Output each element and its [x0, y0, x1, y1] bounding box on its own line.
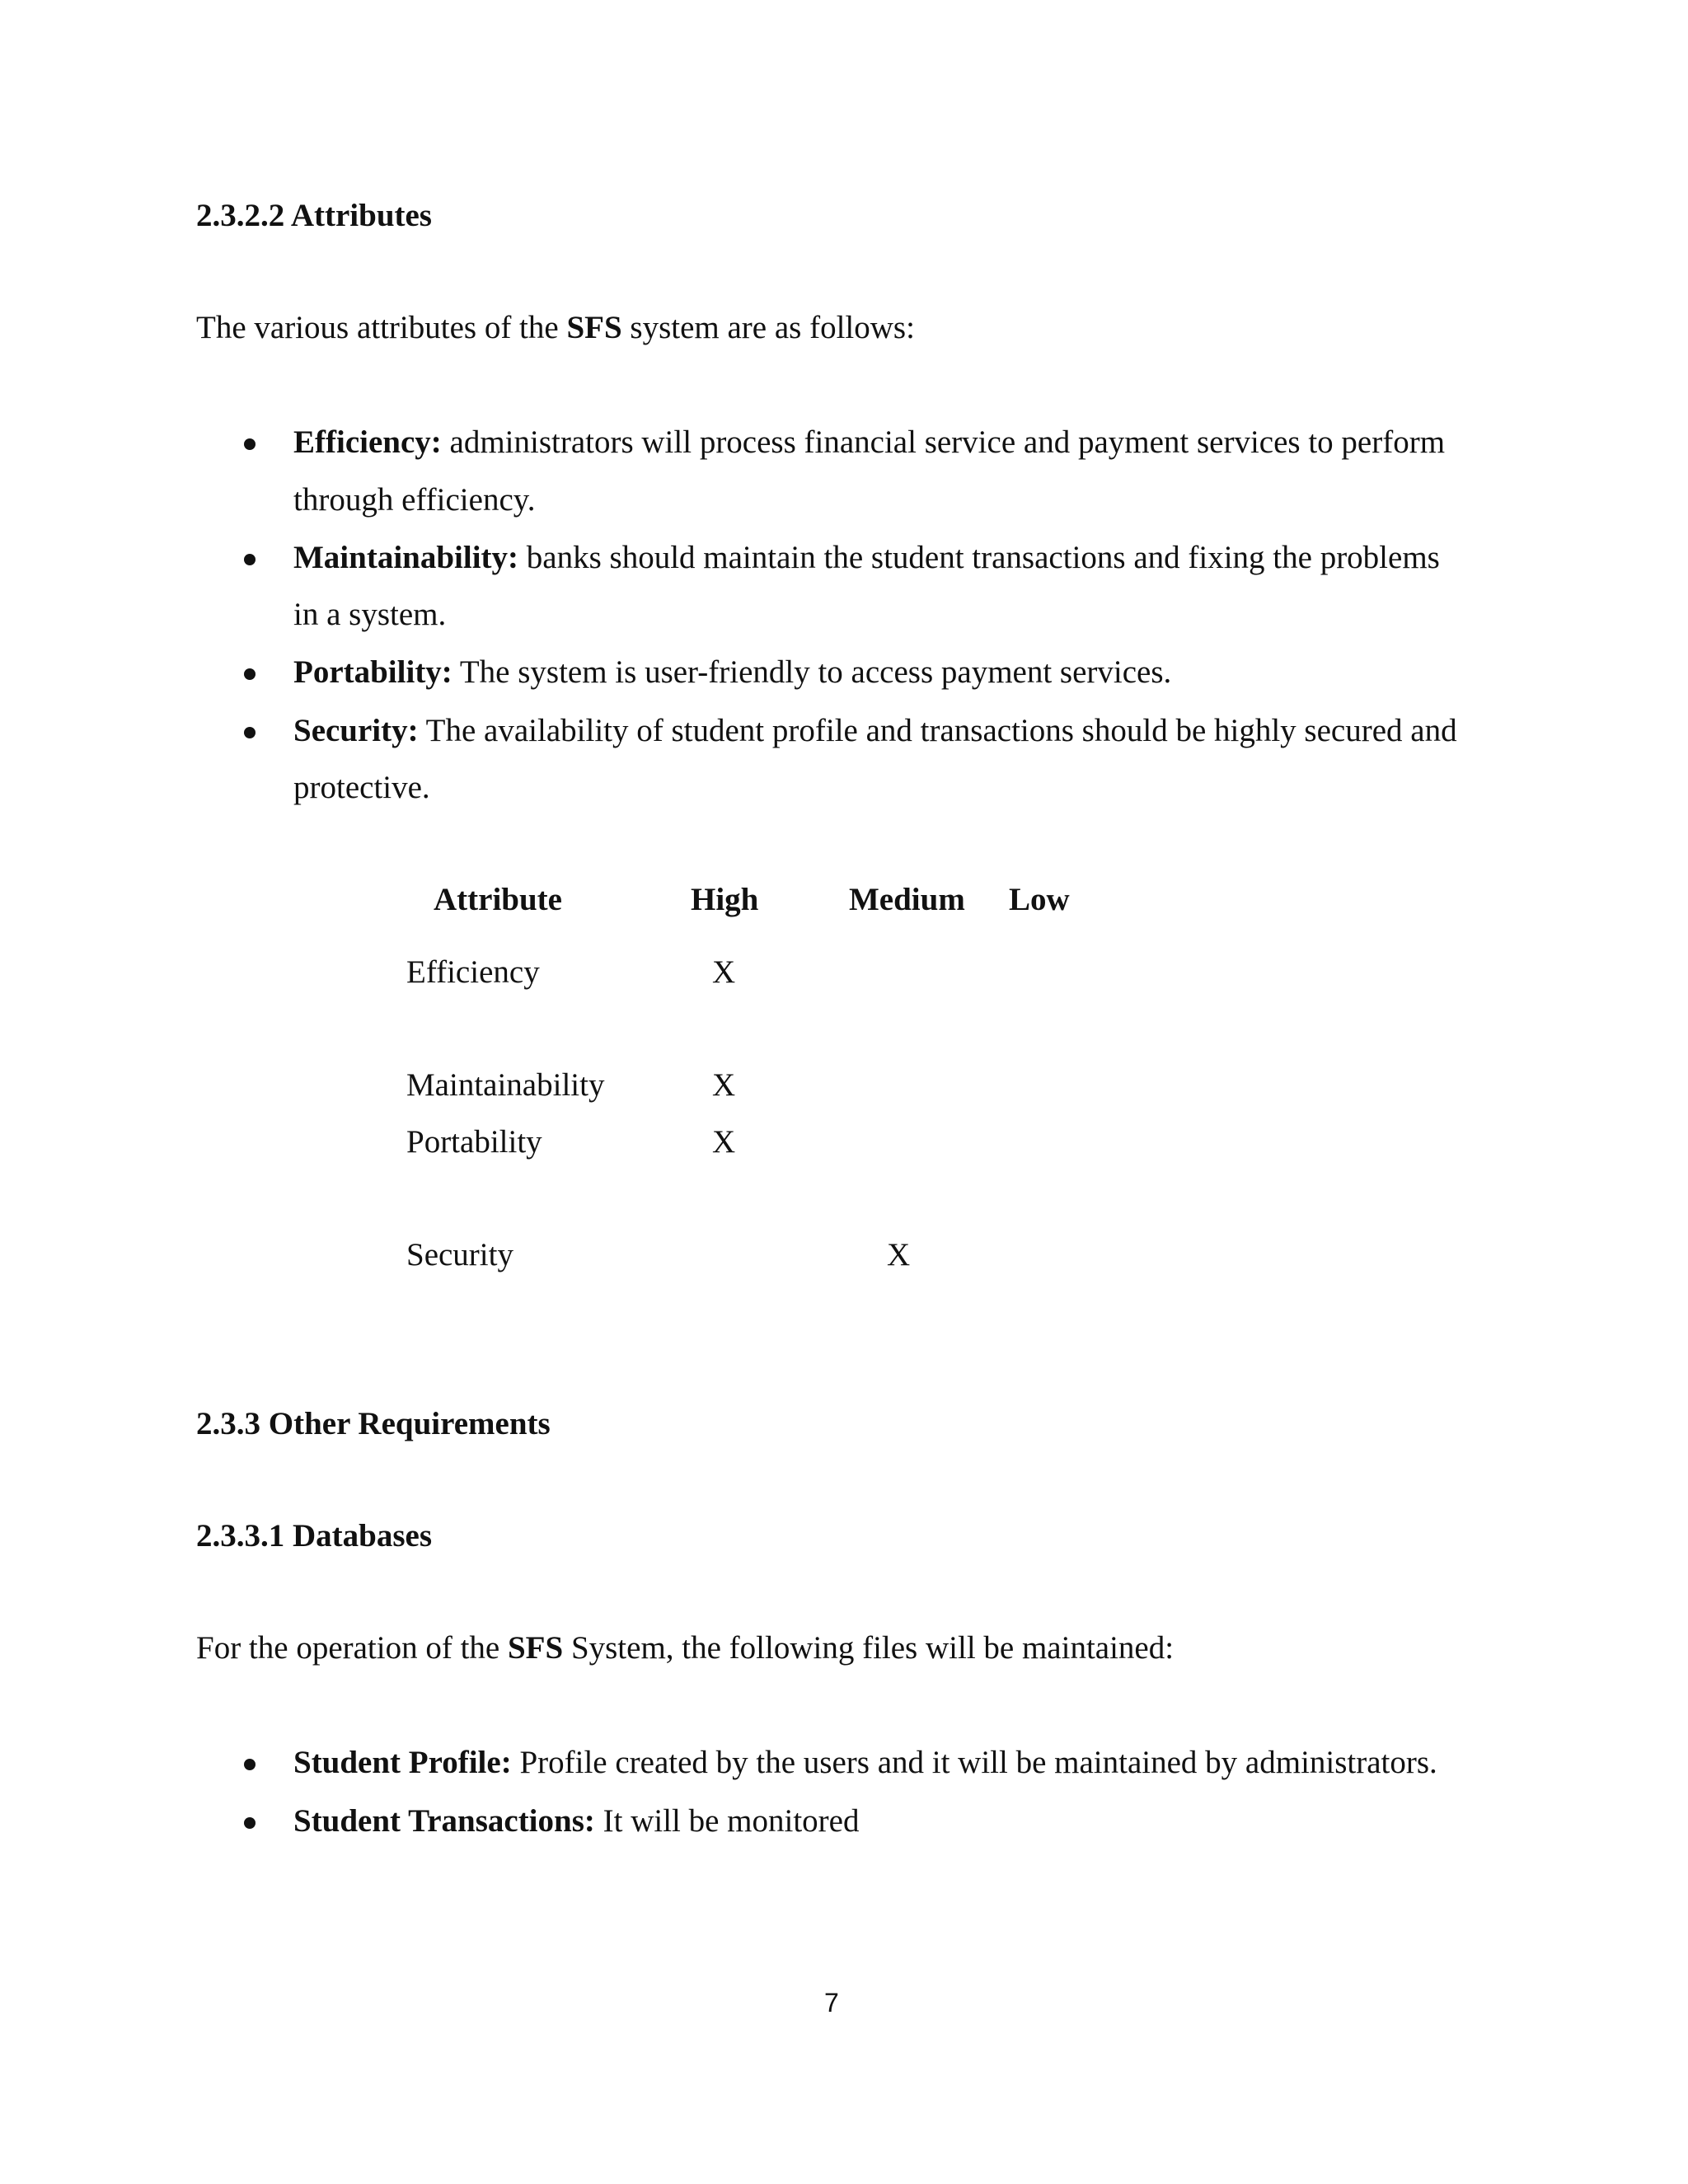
table-cell-high: X [712, 1124, 736, 1160]
table-cell-attribute: Portability [406, 1124, 542, 1160]
table-header-low: Low [1009, 882, 1070, 917]
table-header-attribute: Attribute [434, 882, 562, 917]
bullet-student-transactions [293, 1802, 859, 1841]
table-cell-attribute: Efficiency [406, 954, 540, 990]
bullet-maintainability [293, 538, 1440, 578]
section-heading-databases: 2.3.3.1 Databases [196, 1518, 433, 1554]
bullet-security [293, 711, 1457, 751]
intro-text-after: System, the following files will be maintained: [563, 1630, 1175, 1666]
table-cell-attribute: Security [406, 1237, 513, 1272]
bullet-portability [293, 653, 1171, 692]
table-cell-high: X [712, 954, 736, 990]
table-header-medium: Medium [849, 882, 965, 917]
bullet-text: It will be monitored [594, 1803, 860, 1839]
intro-text-after: system are as follows: [621, 310, 915, 345]
table-header-high: High [691, 882, 759, 917]
intro-text-bold: SFS [566, 310, 622, 345]
bullet-term: Maintainability: [293, 540, 519, 575]
bullet-term: Student Profile: [293, 1745, 512, 1780]
intro-text-before: The various attributes of the [196, 310, 567, 345]
bullet-efficiency [293, 423, 1445, 462]
table-cell-attribute: Maintainability [406, 1067, 605, 1103]
bullet-text: banks should maintain the student transactions and fixing the problems [518, 540, 1440, 575]
attributes-intro [196, 308, 915, 348]
bullet-icon [244, 438, 256, 450]
intro-text-before: For the operation of the [196, 1630, 508, 1666]
bullet-text: The system is user-friendly to access payment services. [452, 654, 1172, 690]
bullet-term: Student Transactions: [293, 1803, 595, 1839]
bullet-icon [244, 727, 256, 738]
bullet-text: The availability of student profile and transactions should be highly secured and [418, 713, 1457, 748]
bullet-term: Security: [293, 713, 419, 748]
bullet-maintainability-continued: in a system. [293, 597, 447, 632]
table-cell-high: X [712, 1067, 736, 1103]
bullet-term: Efficiency: [293, 424, 442, 460]
bullet-text: Profile created by the users and it will be maintained by administrators. [511, 1745, 1437, 1780]
intro-text-bold: SFS [507, 1630, 564, 1666]
databases-intro [196, 1629, 1174, 1668]
section-heading-other-requirements: 2.3.3 Other Requirements [196, 1406, 551, 1441]
section-heading-attributes: 2.3.2.2 Attributes [196, 198, 432, 233]
bullet-efficiency-continued: through efficiency. [293, 482, 536, 518]
bullet-term: Portability: [293, 654, 452, 690]
bullet-icon [244, 668, 256, 680]
table-cell-medium: X [887, 1237, 911, 1272]
bullet-icon [244, 554, 256, 565]
bullet-student-profile [293, 1743, 1437, 1783]
page-number: 7 [824, 1988, 839, 2018]
bullet-icon [244, 1817, 256, 1829]
bullet-icon [244, 1759, 256, 1770]
bullet-security-continued: protective. [293, 770, 430, 805]
bullet-text: administrators will process financial service and payment services to perform [441, 424, 1446, 460]
